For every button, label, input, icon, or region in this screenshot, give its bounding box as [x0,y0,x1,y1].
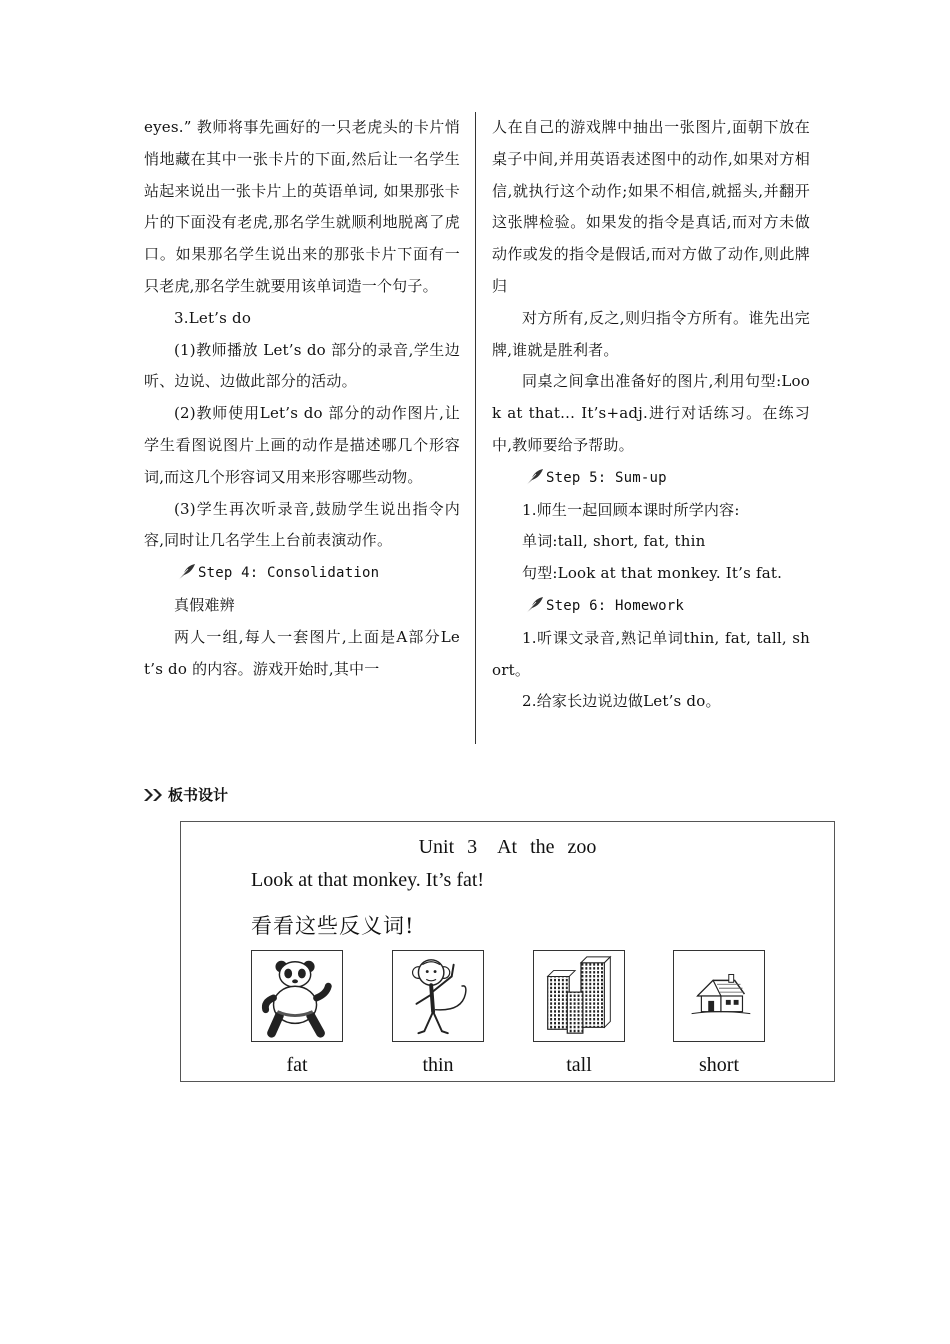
card-short [673,950,765,1042]
double-chevron-icon [143,788,165,802]
board-sentence: Look at that monkey. It’s fat! [251,869,485,891]
game-description: 两人一组,每人一套图片,上面是A部分Let’s do 的内容。游戏开始时,其中一 [144,627,460,678]
homework-1: 1.听课文录音,熟记单词thin, fat, tall, short。 [492,628,810,679]
step-6-heading: Step 6: Homework [492,590,810,623]
pair-practice: 同桌之间拿出准备好的图片,利用句型:Look at that… It’s+adj.进行对话练习。在练习中,教师要给予帮助。 [492,372,810,454]
monkey-icon [393,951,483,1041]
card-label-tall: tall [566,1054,592,1076]
feather-icon [524,468,544,486]
game-description-continued: 人在自己的游戏牌中抽出一张图片,面朝下放在桌子中间,并用英语表述图中的动作,如果对方相信,就执行这个动作;如果不相信,就摇头,并翻开这张牌检验。如果发的指令是真话,而对方未做动作或发的指令是假话,而对方做了动作,则此牌归 [492,118,810,295]
right-column [492,112,810,718]
lets-do-step-2: (2)教师使用Let’s do 部分的动作图片,让学生看图说图片上画的动作是描述哪几个形容词,而这几个形容词又用来形容哪些动物。 [144,404,460,486]
feather-icon [176,563,196,581]
sum-up-sentence: 句型:Look at that monkey. It’s fat. [522,564,783,583]
lets-do-step-1: (1)教师播放 Let’s do 部分的录音,学生边听、边说、边做此部分的活动。 [144,340,460,391]
card-thin [392,950,484,1042]
card-fat [251,950,343,1042]
lets-do-step-3: (3)学生再次听录音,鼓励学生说出指令内容,同时让几名学生上台前表演动作。 [144,499,460,550]
small-house-icon [674,951,764,1041]
step-5-heading: Step 5: Sum-up [492,462,810,495]
homework-2: 2.给家长边说边做Let’s do。 [522,692,721,711]
panda-icon [252,951,342,1041]
game-rule-end: 对方所有,反之,则归指令方所有。谁先出完牌,谁就是胜利者。 [492,308,810,359]
paragraph-tiger-game: eyes.” 教师将事先画好的一只老虎头的卡片悄悄地藏在其中一张卡片的下面,然后让一名学生站起来说出一张卡片上的英语单词, 如果那张卡片的下面没有老虎,那名学生就顺利地脱离了虎口。如果那名学生说出来的那张卡片下面有一只老虎,那名学生就要用该单词造一个句子。 [144,118,460,295]
board-design-header: 板书设计 [143,784,228,805]
column-divider [475,112,476,744]
left-column [144,112,460,685]
card-tall [533,950,625,1042]
feather-icon [524,596,544,614]
step-4-heading: Step 4: Consolidation [144,557,460,590]
sum-up-words: 单词:tall, short, fat, thin [522,532,706,551]
card-label-thin: thin [422,1054,454,1076]
tall-buildings-icon [534,951,624,1041]
lets-do-heading: 3.Let’s do [174,308,252,327]
blackboard-design [180,821,835,1082]
sum-up-1: 1.师生一起回顾本课时所学内容: [522,500,740,519]
card-label-fat: fat [286,1054,308,1076]
card-label-short: short [699,1054,739,1076]
game-title: 真假难辨 [174,595,235,614]
board-chinese-title: 看看这些反义词! [251,914,415,938]
board-title: Unit 3 At the zoo [418,836,597,858]
